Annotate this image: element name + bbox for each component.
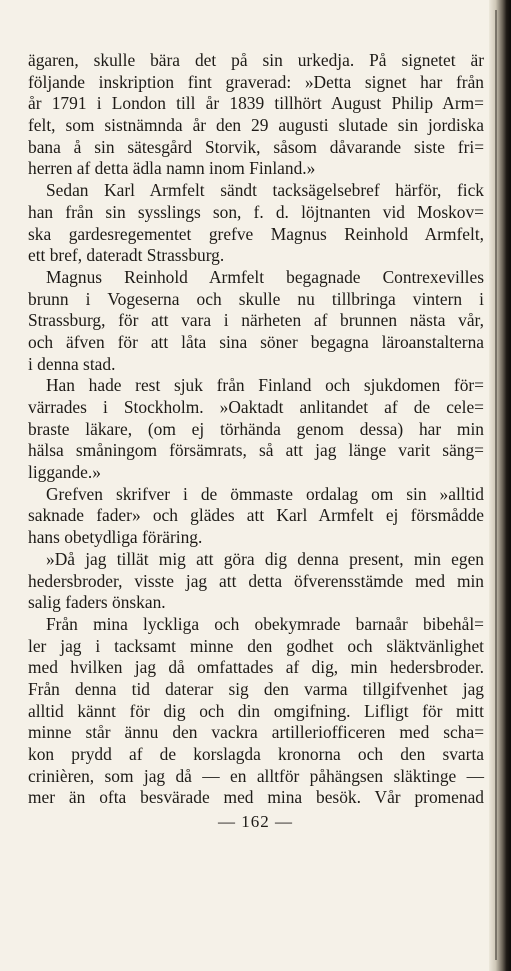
book-spine-shadow: [489, 0, 511, 971]
text-line: salig faders önskan.: [28, 592, 166, 613]
text-line: saknade fader» och glädes att Karl Armfelt ej försmådde: [28, 505, 484, 526]
text-line: ler jag i tacksamt minne den godhet och släktvänlighet: [28, 635, 484, 656]
text-line: ägaren, skulle bära det på sin urkedja. På signetet är: [28, 50, 484, 70]
text-line: med hvilken jag då omfattades af dig, min hedersbroder.: [28, 657, 484, 678]
text-line: följande inskription fint graverad: »Detta signet har från: [28, 71, 484, 92]
text-line: Sedan Karl Armfelt sändt tacksägelsebref härför, fick: [46, 180, 484, 201]
text-line: mer än ofta besvärade med mina besök. Vår promenad: [28, 787, 484, 808]
text-line: ett bref, dateradt Strassburg.: [28, 245, 225, 266]
text-line: år 1791 i London till år 1839 tillhört August Philip Arm=: [28, 93, 484, 114]
text-line: hälsa småningom försämrats, så att jag länge varit säng=: [28, 440, 484, 461]
text-line: Grefven skrifver i de ömmaste ordalag om sin »alltid: [46, 483, 484, 504]
text-line: minne står ännu den vackra artilleriofficeren med scha=: [28, 722, 484, 743]
text-line: i denna stad.: [28, 353, 116, 374]
page-number: — 162 —: [218, 812, 293, 831]
text-line: brunn i Vogeserna och skulle nu tillbringa vintern i: [28, 288, 484, 309]
text-line: Från mina lyckliga och obekymrade barnaår bibehål=: [46, 613, 484, 634]
text-line: liggande.»: [28, 462, 101, 483]
text-line: hedersbroder, visste jag att detta öfverensstämde med min: [28, 570, 484, 591]
text-line: han från sin sysslings son, f. d. löjtnanten vid Moskov=: [28, 201, 484, 222]
text-line: värrades i Stockholm. »Oaktadt anlitandet af de cele=: [28, 397, 484, 417]
text-line: alltid kännt för dig och din omgifning. Lifligt för mitt: [28, 700, 484, 721]
text-line: crinièren, som jag då — en alltför påhängsen släktinge —: [28, 765, 484, 786]
text-line: och äfven för att låta sina söner begagna läroanstalterna: [28, 331, 484, 352]
text-line: bana å sin sätesgård Storvik, såsom dåvarande siste fri=: [28, 136, 484, 157]
text-line: felt, som sistnämnda år den 29 augusti slutade sin jordiska: [28, 115, 484, 136]
body-text: [28, 50, 484, 809]
text-line: kon prydd af de korslagda kronorna och den svarta: [28, 744, 484, 764]
book-spine-edge: [495, 10, 497, 960]
text-line: Magnus Reinhold Armfelt begagnade Contrexevilles: [46, 266, 484, 287]
text-line: Strassburg, för att vara i närheten af brunnen nästa vår,: [28, 310, 484, 331]
text-line: Han hade rest sjuk från Finland och sjukdomen för=: [46, 375, 484, 396]
text-line: Från denna tid daterar sig den varma tillgifvenhet jag: [28, 678, 484, 699]
text-line: herren af detta ädla namn inom Finland.»: [28, 158, 316, 179]
text-line: braste läkare, (om ej törhända genom dessa) har min: [28, 418, 484, 439]
text-line: »Då jag tillät mig att göra dig denna present, min egen: [46, 548, 484, 569]
text-line: ska gardesregementet grefve Magnus Reinhold Armfelt,: [28, 223, 484, 244]
text-line: hans obetydliga föräring.: [28, 527, 203, 548]
